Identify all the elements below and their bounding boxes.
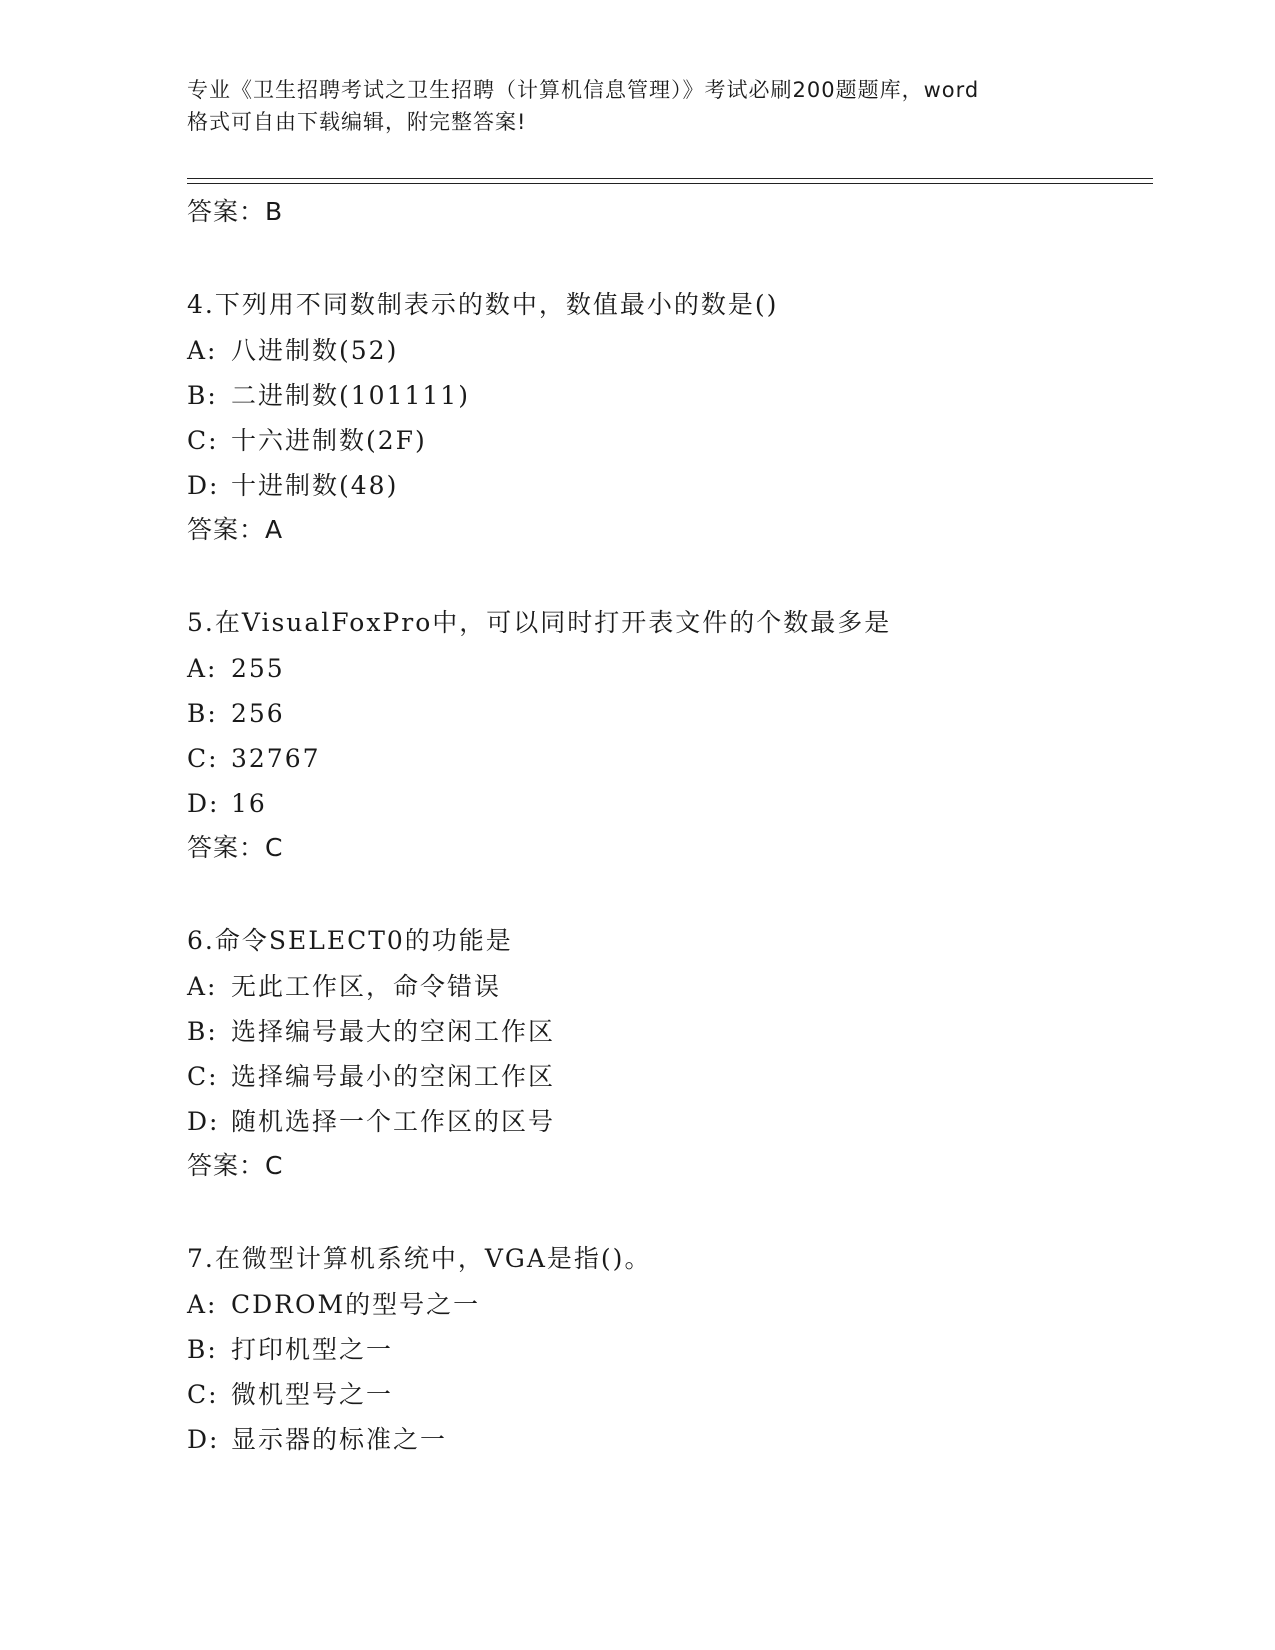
header-line-2: 格式可自由下载编辑，附完整答案!	[187, 110, 527, 134]
option-a	[187, 328, 1147, 373]
option-letter: C:	[187, 426, 219, 455]
spacer	[187, 1188, 1147, 1236]
option-b	[187, 373, 1147, 418]
option-letter: B:	[187, 1335, 218, 1364]
answer-line: 答案：C	[187, 1151, 284, 1180]
question-text: 6.命令SELECT0的功能是	[187, 926, 513, 955]
option-text: 显示器的标准之一	[231, 1425, 448, 1454]
option-text: 16	[231, 789, 267, 818]
option-text: 随机选择一个工作区的区号	[231, 1107, 556, 1136]
option-b	[187, 1327, 1147, 1372]
question-block	[187, 1236, 1147, 1462]
question-block	[187, 282, 1147, 552]
option-text: CDROM的型号之一	[231, 1290, 481, 1319]
option-text: 32767	[231, 744, 321, 773]
answer-line: 答案：A	[187, 515, 284, 544]
option-letter: C:	[187, 744, 219, 773]
option-text: 选择编号最小的空闲工作区	[231, 1062, 556, 1091]
option-letter: A:	[187, 1290, 218, 1319]
option-text: 十六进制数(2F)	[231, 426, 427, 455]
option-text: 十进制数(48)	[231, 471, 399, 500]
option-text: 256	[231, 699, 285, 728]
option-letter: D:	[187, 1107, 220, 1136]
option-c	[187, 418, 1147, 463]
question-text: 5.在VisualFoxPro中，可以同时打开表文件的个数最多是	[187, 608, 892, 637]
option-text: 255	[231, 654, 285, 683]
option-letter: B:	[187, 1017, 218, 1046]
header-line-1: 专业《卫生招聘考试之卫生招聘（计算机信息管理）》考试必刷200题题库，word	[187, 78, 980, 102]
answer-line: 答案：C	[187, 833, 284, 862]
header-divider	[187, 178, 1153, 179]
option-letter: B:	[187, 699, 218, 728]
option-c	[187, 736, 1147, 781]
spacer	[187, 552, 1147, 600]
option-d	[187, 1417, 1147, 1462]
option-letter: C:	[187, 1062, 219, 1091]
question-block	[187, 918, 1147, 1188]
option-text: 选择编号最大的空闲工作区	[231, 1017, 556, 1046]
question-text: 4.下列用不同数制表示的数中，数值最小的数是()	[187, 290, 779, 319]
option-letter: A:	[187, 972, 218, 1001]
spacer	[187, 234, 1147, 282]
option-letter: A:	[187, 336, 218, 365]
option-c	[187, 1372, 1147, 1417]
option-a	[187, 1282, 1147, 1327]
option-letter: B:	[187, 381, 218, 410]
option-text: 微机型号之一	[231, 1380, 394, 1409]
option-d	[187, 781, 1147, 826]
option-b	[187, 1009, 1147, 1054]
option-letter: D:	[187, 1425, 220, 1454]
option-letter: D:	[187, 471, 220, 500]
question-list	[187, 190, 1147, 1462]
option-a	[187, 646, 1147, 691]
question-text: 7.在微型计算机系统中，VGA是指()。	[187, 1244, 652, 1273]
option-d	[187, 1099, 1147, 1144]
option-text: 打印机型之一	[231, 1335, 394, 1364]
option-b	[187, 691, 1147, 736]
option-letter: A:	[187, 654, 218, 683]
option-letter: C:	[187, 1380, 219, 1409]
header-divider-second	[187, 183, 1153, 184]
option-text: 二进制数(101111)	[231, 381, 470, 410]
option-text: 八进制数(52)	[231, 336, 399, 365]
question-block	[187, 600, 1147, 870]
option-d	[187, 463, 1147, 508]
document-header	[187, 74, 1087, 138]
answer-line: 答案：B	[187, 197, 284, 226]
option-letter: D:	[187, 789, 220, 818]
option-a	[187, 964, 1147, 1009]
option-text: 无此工作区，命令错误	[231, 972, 502, 1001]
option-c	[187, 1054, 1147, 1099]
spacer	[187, 870, 1147, 918]
